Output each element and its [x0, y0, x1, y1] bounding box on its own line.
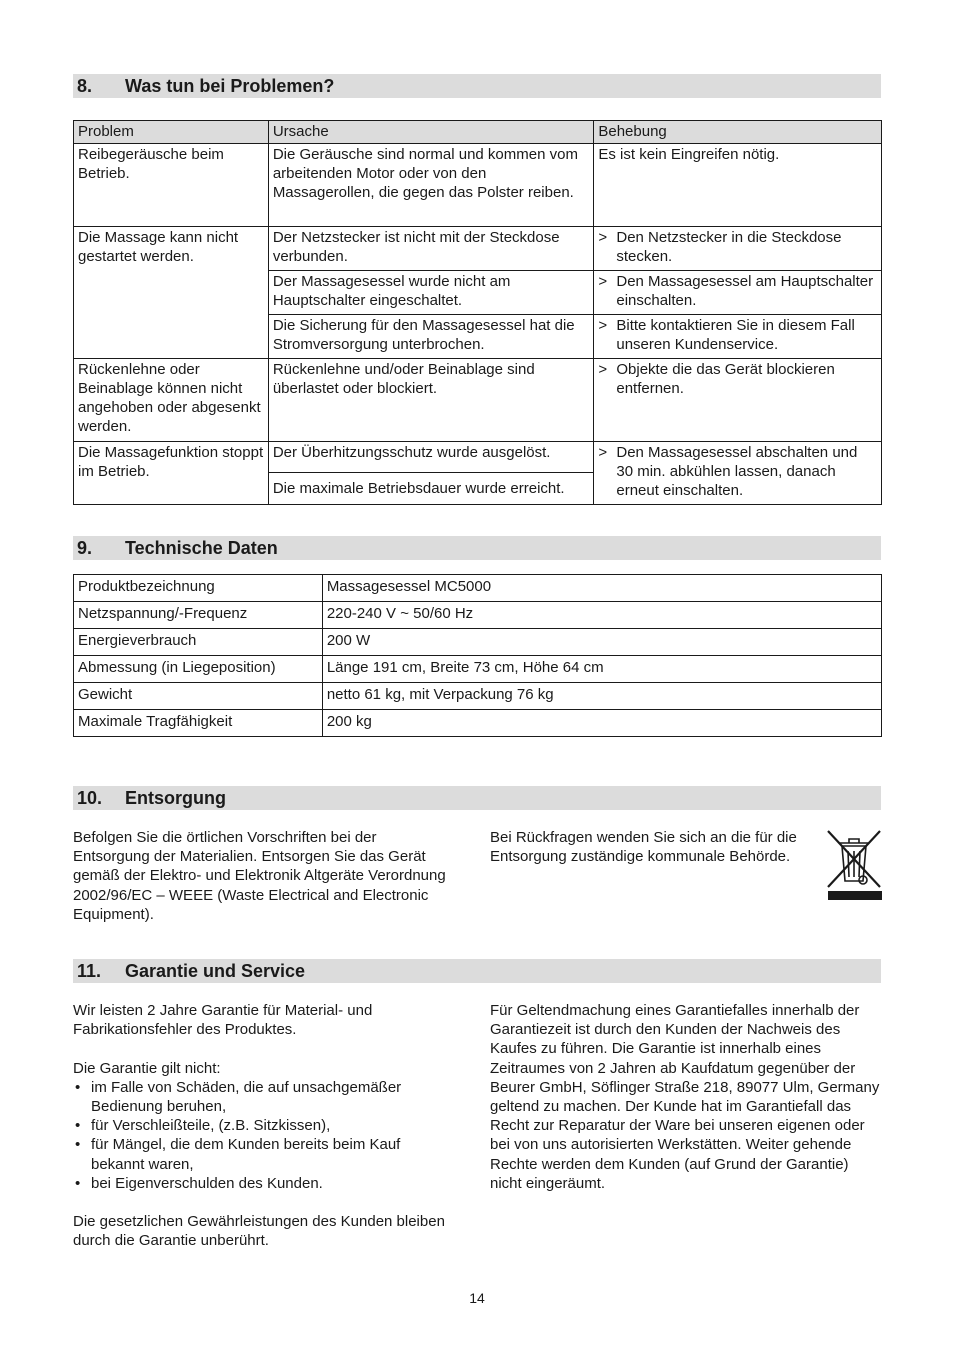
table-header-problem: Problem — [74, 121, 269, 144]
section-heading-problems — [73, 74, 881, 98]
table-row — [74, 656, 882, 683]
table-row — [74, 710, 882, 737]
list-item: • bei Eigenverschulden des Kunden. — [73, 1174, 448, 1193]
warranty-not-valid-heading: Die Garantie gilt nicht: — [73, 1059, 221, 1077]
table-row — [74, 575, 882, 602]
tech-label: Maximale Tragfähigkeit — [74, 710, 323, 737]
fix-cell — [594, 359, 882, 442]
table-row — [74, 629, 882, 656]
section-number: 10. — [77, 788, 103, 808]
tech-value: 200 kg — [322, 710, 881, 737]
section-heading-warranty — [73, 959, 881, 983]
list-item: • im Falle von Schäden, die auf unsachgemäßer Bedienung beruhen, — [73, 1078, 448, 1116]
arrow-marker: > — [598, 361, 608, 378]
table-row — [74, 602, 882, 629]
disposal-text-left — [73, 828, 448, 924]
fix-text: Den Netzstecker in die Steckdose stecken. — [616, 229, 842, 265]
warranty-legal: Die gesetzlichen Gewährleistungen des Kunden bleiben durch die Garantie unberührt. — [73, 1213, 445, 1250]
section-heading-disposal — [73, 786, 881, 810]
fix-cell — [594, 315, 882, 359]
spacer — [73, 1039, 448, 1058]
tech-value: Massagesessel MC5000 — [322, 575, 881, 602]
arrow-marker: > — [598, 273, 608, 290]
fix-text: Den Massagesessel abschalten und 30 min. abkühlen lassen, danach erneut einschalten. — [616, 444, 858, 499]
disposal-paragraph: Befolgen Sie die örtlichen Vorschriften bei der Entsorgung der Materialien. Entsorgen Sie das Gerät gemäß der Elektro- und Elektronik Altgeräte Verordnung 2002/96/EC – WEEE (Waste Electrical and Electronic Equipment). — [73, 829, 446, 923]
cause-cell: Die Geräusche sind normal und kommen vom arbeitenden Motor oder von den Massagerollen, die gegen das Polster reiben. — [268, 144, 594, 227]
tech-label: Gewicht — [74, 683, 323, 710]
weee-crossed-bin-icon — [826, 829, 882, 901]
arrow-marker: > — [598, 444, 608, 461]
table-row — [74, 144, 882, 227]
section-title: Garantie und Service — [125, 961, 306, 981]
problem-cell: Die Massagefunktion stoppt im Betrieb. — [74, 442, 269, 505]
spacer — [73, 1193, 448, 1212]
problem-cell: Die Massage kann nicht gestartet werden. — [74, 227, 269, 359]
table-header-cause: Ursache — [268, 121, 594, 144]
page-number: 14 — [469, 1290, 485, 1306]
cause-cell: Der Massagesessel wurde nicht am Hauptschalter eingeschaltet. — [268, 271, 594, 315]
tech-value: 220-240 V ~ 50/60 Hz — [322, 602, 881, 629]
fix-cell — [594, 271, 882, 315]
section-number: 8. — [77, 76, 93, 96]
section-heading-tech — [73, 536, 881, 560]
fix-cell: Es ist kein Eingreifen nötig. — [594, 144, 882, 227]
fix-cell — [594, 227, 882, 271]
problem-cell: Reibegeräusche beim Betrieb. — [74, 144, 269, 227]
section-title: Entsorgung — [125, 788, 226, 808]
cause-cell: Der Netzstecker ist nicht mit der Steckdose verbunden. — [268, 227, 594, 271]
tech-label: Produktbezeichnung — [74, 575, 323, 602]
fix-text: Den Massagesessel am Hauptschalter einschalten. — [616, 273, 874, 309]
warranty-text-right — [490, 1001, 882, 1193]
arrow-marker: > — [598, 229, 608, 246]
section-title: Was tun bei Problemen? — [125, 76, 335, 96]
warranty-paragraph: geltend zu machen. Der Kunde hat im Garantiefall das Recht zur Reparatur der Ware bei unseren eigenen oder bei von uns autorisierten Werkstätten. Weiter gehende Rechte werden dem Kunden (auf Grund der Garantie) nicht eingeräumt. — [490, 1098, 865, 1192]
section-number: 9. — [77, 538, 93, 558]
warranty-intro: Wir leisten 2 Jahre Garantie für Material- und Fabrikationsfehler des Produktes. — [73, 1002, 373, 1039]
arrow-marker: > — [598, 317, 608, 334]
section-title: Technische Daten — [125, 538, 278, 558]
cause-cell: Die Sicherung für den Massagesessel hat die Stromversorgung unterbrochen. — [268, 315, 594, 359]
fix-text: Objekte die das Gerät blockieren entfernen. — [616, 361, 835, 397]
table-row — [74, 359, 882, 442]
fix-cell — [594, 442, 882, 505]
section-number: 11. — [77, 961, 102, 981]
table-row — [74, 442, 882, 473]
tech-label: Energieverbrauch — [74, 629, 323, 656]
problem-cell: Rückenlehne oder Beinablage können nicht angehoben oder abgesenkt werden. — [74, 359, 269, 442]
exclusion-list — [73, 1078, 448, 1193]
tech-value: 200 W — [322, 629, 881, 656]
table-header-fix: Behebung — [594, 121, 882, 144]
disposal-text-right — [490, 828, 812, 866]
tech-label: Abmessung (in Liegeposition) — [74, 656, 323, 683]
warranty-paragraph: Für Geltendmachung eines Garantiefalles innerhalb der Garantiezeit ist durch den Kunden der Nachweis des Kaufes zu führen. Die Garantie ist innerhalb eines Zeitraumes von 2 Jahren ab Kaufdatum gegenüber der Beurer GmbH, Söflinger Straße 218, 89077 Ulm, Germany — [490, 1002, 880, 1096]
fix-text: Bitte kontaktieren Sie in diesem Fall unseren Kundenservice. — [616, 317, 855, 353]
cause-cell: Rückenlehne und/oder Beinablage sind überlastet oder blockiert. — [268, 359, 594, 442]
problem-table — [73, 120, 882, 505]
disposal-paragraph: Bei Rückfragen wenden Sie sich an die für die Entsorgung zuständige kommunale Behörde. — [490, 829, 797, 866]
cause-cell: Die maximale Betriebsdauer wurde erreicht. — [268, 473, 594, 505]
tech-value: netto 61 kg, mit Verpackung 76 kg — [322, 683, 881, 710]
list-item: • für Verschleißteile, (z.B. Sitzkissen), — [73, 1116, 448, 1135]
warranty-text-left — [73, 1001, 448, 1251]
table-row — [74, 227, 882, 271]
table-row — [74, 683, 882, 710]
tech-value: Länge 191 cm, Breite 73 cm, Höhe 64 cm — [322, 656, 881, 683]
tech-table — [73, 574, 882, 737]
tech-label: Netzspannung/-Frequenz — [74, 602, 323, 629]
table-header-row — [74, 121, 882, 144]
list-item: • für Mängel, die dem Kunden bereits beim Kauf bekannt waren, — [73, 1135, 448, 1173]
cause-cell: Der Überhitzungsschutz wurde ausgelöst. — [268, 442, 594, 473]
